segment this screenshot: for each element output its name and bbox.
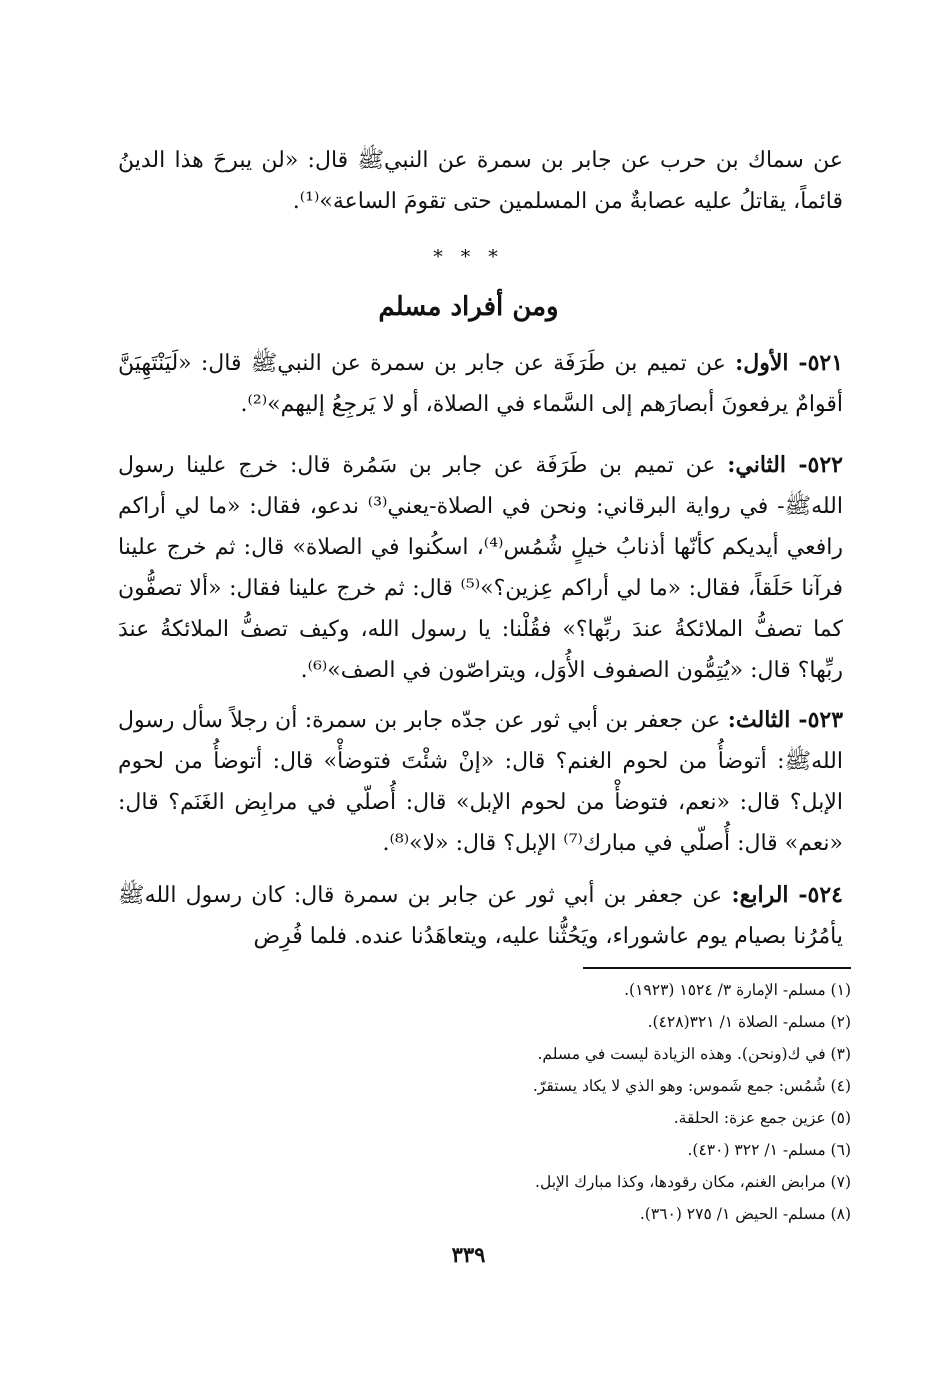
hadith-number: ٥٢٣ [807,707,844,733]
intro-paragraph [118,140,843,222]
hadith-number: ٥٢١ [807,350,844,376]
footnote-divider [583,967,851,969]
hadith-524: ٥٢٤- الرابع: عن جعفر بن أبي ثور عن جابر بن سمرة قال: كان رسول اللهﷺ يأمُرُنا بصيام يوم عاشوراء، ويَحُثُّنا عليه، ويتعاهَدُنا عنده. فلما فُرِض [118,882,843,949]
hadith-text: عن تميم بن طَرَفَة عن جابر بن سمرة عن النبيﷺ قال: «لَيَنْتَهِيَنَّ أقوامٌ يرفعونَ أبصارَهم إلى السَّماء في الصلاة، أو لا يَرجِعُ إليهم»⁽²⁾. [118,351,843,417]
hadith-text: عن تميم بن طَرَفَة عن جابر بن سَمُرة قال: خرج علينا رسول اللهﷺ- في رواية البرقاني: ونحن في الصلاة-يعني⁽³⁾ ندعو، فقال: «ما لي أراكم رافعي أيديكم كأنّها أذنابُ خيلٍ شُمُس⁽⁴⁾، اسكُنوا في الصلاة» قال: ثم خرج علينا فرآنا حَلَقاً، فقال: «ما لي أراكم عِزين؟»⁽⁵⁾ قال: ثم خرج علينا فقال: «ألا تصفُّون كما تصفُّ الملائكةُ عندَ ربِّها؟» فقُلْنا: يا رسول الله، وكيف تصفُّ الملائكةُ عندَ ربِّها؟ قال: «يُتِمُّون الصفوف الأُوَل، ويتراصّون في الصف»⁽⁶⁾. [118,453,843,683]
hadith-text: عن جعفر بن أبي ثور عن جابر بن سمرة قال: كان رسول اللهﷺ يأمُرُنا بصيام يوم عاشوراء، ويَحُثُّنا عليه، ويتعاهَدُنا عنده. فلما فُرِض [118,883,843,949]
page-number: ٣٣٩ [451,1242,486,1267]
separator-stars: * * * [433,246,504,268]
footnote-8: (٨) مسلم- الحيض ١/ ٢٧٥ (٣٦٠). [639,1205,851,1223]
hadith-number: ٥٢٢ [807,452,843,478]
footnote-2: (٢) مسلم- الصلاة ١/ ٣٢١(٤٢٨). [647,1013,851,1031]
hadith-523: ٥٢٣- الثالث: عن جعفر بن أبي ثور عن جدّه جابر بن سمرة: أن رجلاً سأل رسول اللهﷺ: أتوضأُ من لحوم الغنم؟ قال: «إنْ شئْتَ فتوضأْ» قال: أتوضأُ من لحوم الإبل؟ قال: «نعم، فتوضأْ من لحوم الإبل» قال: أُصلّي في مرابِض الغَنَم؟ قال: «نعم» قال: أُصلّي في مبارك⁽⁷⁾ الإبل؟ قال: «لا»⁽⁸⁾. [118,707,844,856]
intro-text: عن سماك بن حرب عن جابر بن سمرة عن النبيﷺ قال: «لن يبرحَ هذا الدينُ قائماً، يقاتلُ عليه عصابةٌ من المسلمين حتى تقومَ الساعة»⁽¹⁾. [118,148,843,214]
footnote-5: (٥) عزين جمع عزة: الحلقة. [673,1109,851,1127]
footnotes [291,974,851,1230]
footnote-7: (٧) مرابض الغنم، مكان رقودها، وكذا مبارك الإبل. [535,1173,851,1191]
hadith-ordinal: الأول: [735,350,789,376]
footnote-6: (٦) مسلم- ١/ ٣٢٢ (٤٣٠). [687,1141,851,1159]
hadith-ordinal: الثاني: [727,452,786,478]
hadith-text: عن جعفر بن أبي ثور عن جدّه جابر بن سمرة: أن رجلاً سأل رسول اللهﷺ: أتوضأُ من لحوم الغنم؟ قال: «إنْ شئْتَ فتوضأْ» قال: أتوضأُ من لحوم الإبل؟ قال: «نعم، فتوضأْ من لحوم الإبل» قال: أُصلّي في مرابِض الغَنَم؟ قال: «نعم» قال: أُصلّي في مبارك⁽⁷⁾ الإبل؟ قال: «لا»⁽⁸⁾. [118,708,843,856]
hadith-ordinal: الثالث: [727,707,791,733]
hadith-number: ٥٢٤ [807,882,843,908]
footnote-1: (١) مسلم- الإمارة ٣/ ١٥٢٤ (١٩٢٣). [624,981,851,999]
hadith-521: ٥٢١- الأول: عن تميم بن طَرَفَة عن جابر بن سمرة عن النبيﷺ قال: «لَيَنْتَهِيَنَّ أقوامٌ يرفعونَ أبصارَهم إلى السَّماء في الصلاة، أو لا يَرجِعُ إليهم»⁽²⁾. [118,350,844,417]
hadith-522: ٥٢٢- الثاني: عن تميم بن طَرَفَة عن جابر بن سَمُرة قال: خرج علينا رسول اللهﷺ- في رواية البرقاني: ونحن في الصلاة-يعني⁽³⁾ ندعو، فقال: «ما لي أراكم رافعي أيديكم كأنّها أذنابُ خيلٍ شُمُس⁽⁴⁾، اسكُنوا في الصلاة» قال: ثم خرج علينا فرآنا حَلَقاً، فقال: «ما لي أراكم عِزين؟»⁽⁵⁾ قال: ثم خرج علينا فقال: «ألا تصفُّون كما تصفُّ الملائكةُ عندَ ربِّها؟» فقُلْنا: يا رسول الله، وكيف تصفُّ الملائكةُ عندَ ربِّها؟ قال: «يُتِمُّون الصفوف الأُوَل، ويتراصّون في الصف»⁽⁶⁾. [118,452,843,683]
footnote-3: (٣) في ك(ونحن). وهذه الزيادة ليست في مسلم. [537,1045,851,1063]
hadith-ordinal: الرابع: [731,882,789,908]
section-title: ومن أفراد مسلم [378,292,559,322]
footnote-4: (٤) شُمُس: جمع شَموس: وهو الذي لا يكاد يستقرّ. [532,1077,851,1095]
